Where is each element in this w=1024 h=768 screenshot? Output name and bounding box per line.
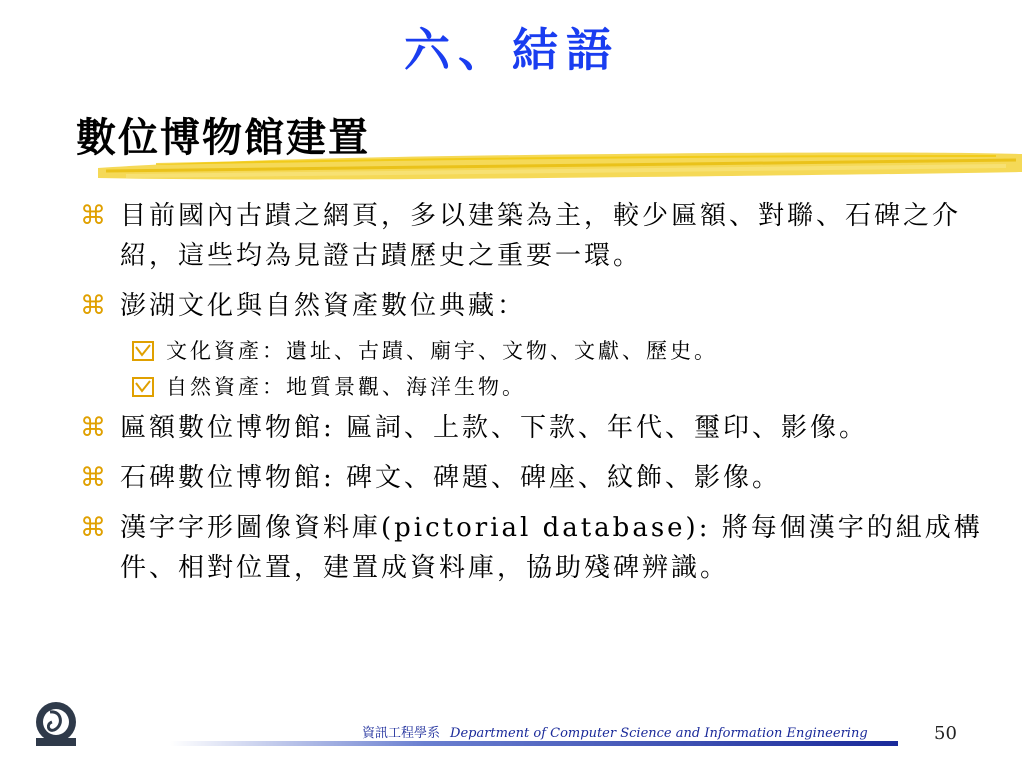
department-zh: 資訊工程學系: [362, 726, 441, 741]
command-key-icon: ⌘: [80, 463, 109, 493]
command-key-icon: ⌘: [80, 413, 109, 443]
content-area: [80, 196, 1000, 598]
footer-bar: [170, 741, 898, 746]
footer-department: [362, 722, 868, 741]
checkbox-icon: [132, 341, 154, 361]
sub-item-text: 自然資產：地質景觀、海洋生物。: [166, 375, 526, 399]
bullet-text: 匾額數位博物館: 匾詞、上款、下款、年代、璽印、影像。: [120, 413, 869, 443]
page-number: 50: [934, 723, 957, 744]
sub-item: [132, 336, 1000, 366]
command-key-icon: ⌘: [80, 513, 109, 543]
checkbox-icon: [132, 377, 154, 397]
bullet-item: [80, 408, 1000, 448]
bullet-text: 漢字字形圖像資料庫(pictorial database): 將每個漢字的組成構件、相對位置，建置成資料庫，協助殘碑辨識。: [120, 513, 983, 583]
command-key-icon: ⌘: [80, 291, 109, 321]
bullet-text: 目前國內古蹟之網頁，多以建築為主，較少匾額、對聯、石碑之介紹，這些均為見證古蹟歷史之重要一環。: [120, 201, 962, 271]
sub-item: [132, 372, 1000, 402]
bullet-item: [80, 286, 1000, 326]
bullet-text: 澎湖文化與自然資產數位典藏：: [120, 291, 527, 321]
bullet-item: [80, 196, 1000, 276]
department-en: Department of Computer Science and Information Engineering: [450, 726, 868, 741]
sub-item-text: 文化資產：遺址、古蹟、廟宇、文物、文獻、歷史。: [166, 339, 718, 363]
bullet-item: [80, 508, 1000, 588]
highlight-stroke: [96, 138, 1024, 186]
bullet-item: [80, 458, 1000, 498]
slide-title: 六、結語: [404, 23, 620, 77]
university-logo-icon: [32, 700, 80, 748]
bullet-text: 石碑數位博物館: 碑文、碑題、碑座、紋飾、影像。: [120, 463, 782, 493]
section-heading: 數位博物館建置: [76, 115, 370, 161]
command-key-icon: ⌘: [80, 201, 109, 231]
